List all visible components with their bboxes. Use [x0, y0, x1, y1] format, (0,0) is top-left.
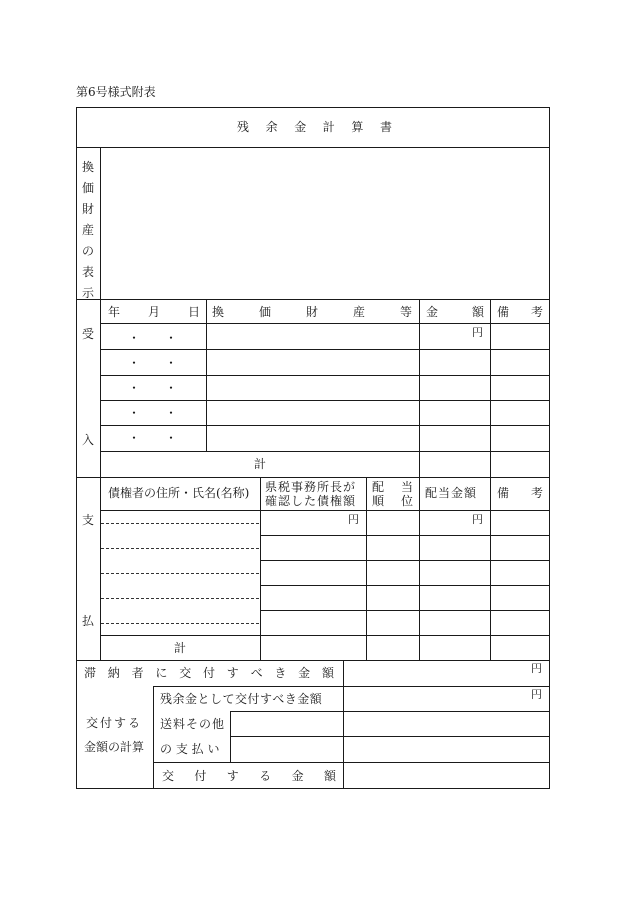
shipping-label-line-2: の 支 払 い	[160, 742, 220, 756]
col-payment-remarks-header: 備 考	[497, 486, 543, 500]
col-rank-header-top: 配 当	[372, 480, 413, 494]
col-property-header: 換 価 財 産 等	[212, 305, 412, 319]
delivered-amount-label: 交 付 す る 金 額	[162, 769, 336, 783]
receipt-side-top: 受	[82, 327, 95, 341]
col-amount-header: 金 額	[426, 305, 484, 319]
confirmed-yen-unit: 円	[348, 513, 359, 526]
col-date-header: 年 月 日	[108, 305, 200, 319]
delinquent-yen-unit: 円	[531, 662, 542, 675]
receipt-side-bottom: 入	[82, 433, 95, 447]
amount-to-delinquent-label: 滞 納 者 に 交 付 す べ き 金 額	[84, 666, 334, 680]
residual-yen-unit: 円	[531, 688, 542, 701]
receipt-total-label: 計	[254, 457, 267, 471]
col-dividend-header: 配当金額	[425, 486, 478, 500]
property-field[interactable]	[101, 148, 549, 299]
residual-label: 残余金として交付すべき金額	[160, 692, 323, 706]
col-confirmed-header-1: 県税事務所長が	[265, 480, 357, 494]
form-label: 第6号様式附表	[76, 85, 156, 99]
property-label: 換価財産の表示	[81, 160, 94, 300]
receipt-yen-unit: 円	[472, 326, 483, 339]
col-remarks-header: 備 考	[497, 305, 543, 319]
payment-side-bottom: 払	[82, 614, 95, 628]
col-confirmed-header-2: 確認した債権額	[265, 494, 357, 508]
col-creditor-header: 債権者の住所・氏名(名称)	[108, 486, 250, 500]
shipping-label-line-1: 送料その他	[160, 717, 226, 731]
dividend-yen-unit: 円	[472, 513, 483, 526]
payment-side-top: 支	[82, 513, 95, 527]
calc-label-line-2: 金額の計算	[84, 740, 145, 754]
document-title: 残 余 金 計 算 書	[237, 120, 392, 134]
calc-label-line-1: 交付する	[86, 716, 143, 730]
payment-total-label: 計	[174, 641, 187, 655]
col-rank-header-bottom: 順 位	[372, 494, 413, 508]
